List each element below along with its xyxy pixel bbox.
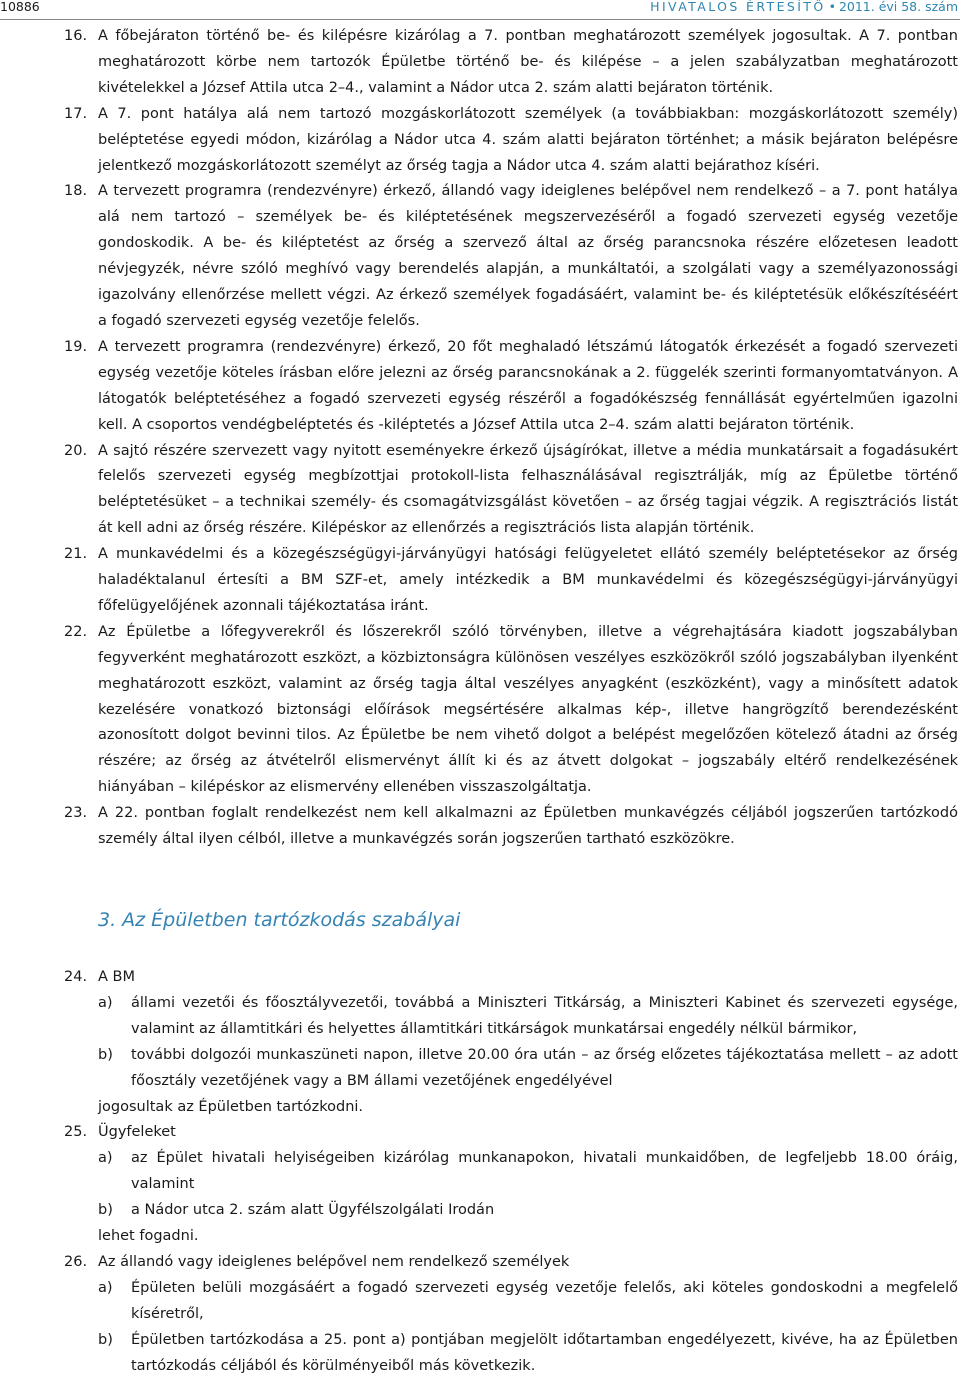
paragraph-26	[0, 1250, 960, 1276]
paragraph-22	[0, 620, 960, 801]
running-header	[650, 0, 958, 14]
paragraph-text: A sajtó részére szervezett vagy nyitott eseményekre érkező újságírókat, illetve a média munkatársait a fogadásukért felelős szervezeti egység megbízottjai protokoll-lista felhasználásával regisztrálják, míg az Épületbe történő beléptetésüket – a technikai személy- és csomagátvizsgálást követően – az őrség tagjai végzik. A regisztrációs listát át kell adni az őrség részére. Kilépéskor az ellenőrzés a regisztrációs lista alapján történik.	[98, 442, 958, 537]
subpoint-text: a Nádor utca 2. szám alatt Ügyfélszolgálati Irodán	[131, 1202, 495, 1219]
paragraph-text: A munkavédelmi és a közegészségügyi-járványügyi hatósági felügyeletet ellátó személy beléptetésekor az őrség haladéktalanul értesíti a BM SZF-et, amely intézkedik a BM munkavédelmi és közegészségügyi-járványügyi főfelügyelőjének azonnali tájékoztatása iránt.	[98, 546, 958, 614]
subpoint-25a	[0, 1146, 960, 1198]
paragraph-number: 16.	[64, 28, 88, 44]
paragraph-text: A főbejáraton történő be- és kilépésre kizárólag a 7. pontban meghatározott személyek jogosultak. A 7. pontban meghatározott körbe nem tartozók Épületbe történő be- és kilépése – a jelen szabályzatban meghatározott kivételekkel a József Attila utca 2–4., valamint a Nádor utca 2. szám alatti bejáraton történik.	[98, 28, 958, 96]
subpoint-label: a)	[98, 994, 113, 1011]
paragraph-text: Ügyfeleket	[98, 1124, 176, 1141]
subpoint-text: az Épület hivatali helyiségeiben kizárólag munkanapokon, hivatali munkaidőben, de legfeljebb 18.00 óráig, valamint	[131, 1150, 958, 1193]
subpoint-label: a)	[98, 1150, 113, 1167]
paragraph-continuation: jogosultak az Épületben tartózkodni.	[98, 1098, 364, 1115]
subpoint-label: a)	[98, 1279, 113, 1296]
subpoint-text: állami vezetői és főosztályvezetői, továbbá a Miniszteri Titkárság, a Miniszteri Kabinet és szervezeti egysége, valamint az államtitkári és helyettes államtitkári titkárságok munkatársai engedély nélkül bármikor,	[131, 994, 958, 1037]
paragraph-21	[0, 542, 960, 620]
paragraph-number: 20.	[64, 442, 88, 459]
paragraph-23	[0, 801, 960, 853]
page-header	[0, 0, 960, 16]
paragraph-number: 26.	[64, 1253, 88, 1270]
paragraph-number: 25.	[64, 1124, 88, 1141]
paragraph-number: 18.	[64, 183, 88, 200]
paragraph-19	[0, 335, 960, 439]
paragraph-text: A 7. pont hatálya alá nem tartozó mozgáskorlátozott személyek (a továbbiakban: mozgáskorlátozott személy) beléptetése egyedi módon, kizárólag a Nádor utca 4. szám alatti bejáraton történhet; a másik bejáraton belépésre jelentkező mozgáskorlátozott személyt az őrség tagja a Nádor utca 4. szám alatti bejárathoz kíséri.	[98, 105, 958, 174]
subpoint-label: b)	[98, 1202, 113, 1219]
paragraph-18	[0, 179, 960, 334]
paragraph-number: 21.	[64, 546, 88, 563]
paragraph-24	[0, 965, 960, 991]
paragraph-number: 24.	[64, 969, 88, 985]
paragraph-text: Az állandó vagy ideiglenes belépővel nem rendelkező személyek	[98, 1253, 570, 1270]
subpoint-26a	[0, 1276, 960, 1328]
publication-title: HIVATALOS ÉRTESÍTŐ	[650, 0, 826, 14]
paragraph-number: 17.	[64, 105, 88, 122]
issue-info: 2011. évi 58. szám	[838, 0, 958, 14]
paragraph-17	[0, 102, 960, 180]
paragraph-16	[0, 24, 960, 102]
paragraph-text: A tervezett programra (rendezvényre) érkező, állandó vagy ideiglenes belépővel nem rendelkező – a 7. pont hatálya alá nem tartozó – személyek be- és kiléptetésének megszervezéséről a fogadó szervezeti egység vezetője gondoskodik. A be- és kiléptetést az őrség a szervező által az őrség parancsnoka részére előzetesen leadott névjegyzék, névre szóló meghívó vagy berendelés alapján, a munkáltatói, a szolgálati vagy a személyazonossági igazolvány ellenőrzése mellett végzi. Az érkező személyek fogadásáért, valamint be- és kiléptetésük előkészítéséért a fogadó szervezeti egység vezetője felelős.	[98, 183, 958, 329]
paragraph-number: 22.	[64, 623, 88, 640]
subpoint-26b	[0, 1328, 960, 1380]
paragraph-continuation: lehet fogadni.	[98, 1228, 199, 1245]
subpoint-text: további dolgozói munkaszüneti napon, illetve 20.00 óra után – az őrség előzetes tájékoztatása mellett – az adott főosztály vezetőjének vagy a BM állami vezetőjének engedélyével	[131, 1046, 958, 1089]
page-number: 10886	[0, 0, 40, 14]
subpoint-25b	[0, 1198, 960, 1224]
header-rule	[0, 19, 960, 20]
header-separator: •	[828, 0, 836, 14]
paragraph-number: 23.	[64, 805, 88, 822]
subpoint-24a	[0, 991, 960, 1043]
paragraph-number: 19.	[64, 338, 88, 355]
paragraph-20	[0, 439, 960, 543]
paragraph-25	[0, 1120, 960, 1146]
paragraph-text: A BM	[98, 969, 135, 985]
paragraph-text: A 22. pontban foglalt rendelkezést nem kell alkalmazni az Épületben munkavégzés céljából jogszerűen tartózkodó személy által ilyen célból, illetve a munkavégzés során jogszerűen tartható eszközökre.	[98, 805, 958, 848]
document-body	[0, 24, 960, 1380]
subpoint-text: Épületen belüli mozgásáért a fogadó szervezeti egység vezetője felelős, aki köteles gondoskodni a megfelelő kíséretről,	[131, 1279, 958, 1322]
section-heading: 3. Az Épületben tartózkodás szabályai	[98, 909, 461, 931]
paragraph-text: A tervezett programra (rendezvényre) érkező, 20 főt meghaladó létszámú látogatók érkezését a fogadó szervezeti egység vezetője köteles írásban előre jelezni az őrség parancsnokának a 2. függelék szerinti formanyomtatványon. A látogatók beléptetéséhez a fogadó szervezeti egység részéről a fogadókészség fennállását egyértelműen igazolni kell. A csoportos vendégbeléptetés és -kiléptetés a József Attila utca 2–4. szám alatti bejáraton történik.	[98, 338, 958, 433]
paragraph-text: Az Épületbe a lőfegyverekről és lőszerekről szóló törvényben, illetve a végrehajtására kiadott jogszabályban fegyverként meghatározott eszközt, a közbiztonságra különösen veszélyes eszközökről szóló jogszabályban ilyenként meghatározott eszközt, valamint az őrség tagja által veszélyes anyagként (eszközként), vagy a minősített adatok kezelésére vonatkozó biztonsági előírások megsértésére alkalmas kép-, illetve hangrögzítő berendezésként azonosított dolgot bevinni tilos. Az Épületbe be nem vihető dolgot a belépést megelőzően kötelező átadni az őrség részére; az őrség az átvételről elismervényt állít ki és az átvett dolgokat – jogszabály eltérő rendelkezésének hiányában – kilépéskor az elismervény ellenében visszaszolgáltatja.	[98, 623, 958, 796]
subpoint-24b	[0, 1043, 960, 1095]
subpoint-label: b)	[98, 1046, 113, 1063]
subpoint-label: b)	[98, 1331, 113, 1348]
subpoint-text: Épületben tartózkodása a 25. pont a) pontjában megjelölt időtartamban engedélyezett, kivéve, ha az Épületben tartózkodás céljából és körülményeiből más következik.	[131, 1331, 958, 1374]
